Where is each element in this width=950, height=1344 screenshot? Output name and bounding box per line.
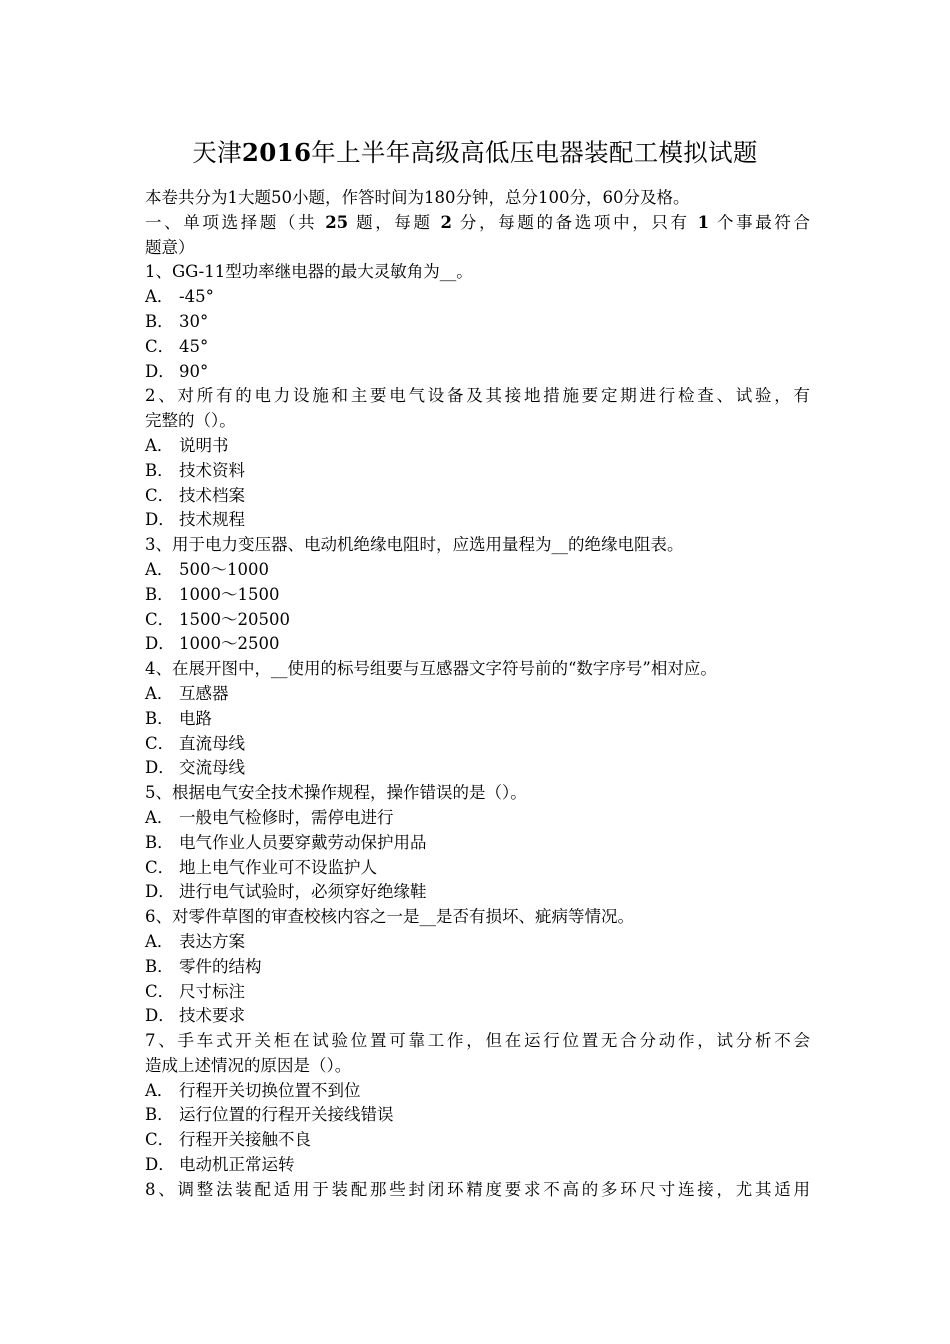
- question-6-option-c: [145, 980, 810, 1005]
- option-letter: D．: [145, 882, 175, 902]
- question-3-option-a: [145, 558, 810, 583]
- question-3-option-c: [145, 608, 810, 633]
- option-letter: D．: [145, 361, 175, 381]
- option-text: 交流母线: [179, 758, 245, 778]
- question-4-stem: 4、在展开图中，__使用的标号组要与互感器文字符号前的“数字序号”相对应。: [145, 659, 717, 679]
- section-heading-part: 分，每题的备选项中，只有: [459, 212, 690, 232]
- option-letter: C．: [145, 336, 175, 356]
- option-text: 表达方案: [179, 931, 245, 951]
- option-letter: B．: [145, 708, 174, 728]
- option-text: -45°: [179, 287, 214, 307]
- question-2-stem: 2、对所有的电力设施和主要电气设备及其接地措施要定期进行检查、试验，有: [145, 386, 810, 406]
- section-heading-part: 个事最符合: [716, 212, 811, 232]
- option-text: 说明书: [179, 435, 229, 455]
- option-letter: A．: [145, 807, 174, 827]
- question-5-option-b: [145, 831, 810, 856]
- question-3-option-b: [145, 583, 810, 608]
- option-text: 500～1000: [179, 559, 269, 579]
- option-text: 电动机正常运转: [179, 1155, 295, 1175]
- question-7-option-a: [145, 1079, 810, 1104]
- option-letter: A．: [145, 287, 174, 307]
- question-4-option-a: [145, 682, 810, 707]
- option-text: 一般电气检修时，需停电进行: [179, 807, 394, 827]
- option-text: 1000～2500: [179, 634, 280, 654]
- option-text: 地上电气作业可不设监护人: [179, 857, 377, 877]
- question-1-option-b: [145, 310, 810, 335]
- question-4-option-d: [145, 756, 810, 781]
- option-letter: B．: [145, 1105, 174, 1125]
- question-6-option-d: [145, 1004, 810, 1029]
- option-letter: C．: [145, 981, 175, 1001]
- question-1-option-c: [145, 335, 810, 360]
- option-letter: B．: [145, 832, 174, 852]
- question-5-option-a: [145, 806, 810, 831]
- option-text: 技术档案: [179, 485, 245, 505]
- option-letter: A．: [145, 435, 174, 455]
- question-2-option-d: [145, 508, 810, 533]
- option-text: 90°: [179, 361, 209, 381]
- title-year: 2016: [241, 138, 312, 167]
- option-letter: C．: [145, 609, 175, 629]
- question-2-option-c: [145, 484, 810, 509]
- question-1-option-a: [145, 285, 810, 310]
- option-letter: B．: [145, 956, 174, 976]
- option-text: 行程开关接触不良: [179, 1130, 311, 1150]
- question-5-option-c: [145, 856, 810, 881]
- question-7-stem: 7、手车式开关柜在试验位置可靠工作，但在运行位置无合分动作，试分析不会: [145, 1031, 810, 1051]
- option-text: 1500～20500: [179, 609, 290, 629]
- option-letter: D．: [145, 1006, 175, 1026]
- question-4-option-b: [145, 707, 810, 732]
- section-heading-part: 题，每题: [356, 212, 433, 232]
- question-7-option-c: [145, 1128, 810, 1153]
- option-letter: D．: [145, 1155, 175, 1175]
- question-7-option-d: [145, 1153, 810, 1178]
- answer-count: 1: [697, 212, 710, 232]
- option-text: 30°: [179, 311, 209, 331]
- option-text: 尺寸标注: [179, 981, 245, 1001]
- option-text: 技术要求: [179, 1006, 245, 1026]
- option-text: 运行位置的行程开关接线错误: [179, 1105, 394, 1125]
- option-letter: C．: [145, 857, 175, 877]
- section-heading-part: 一、单项选择题（共: [145, 212, 318, 232]
- question-7-option-b: [145, 1103, 810, 1128]
- question-count: 25: [325, 212, 349, 232]
- option-text: 技术资料: [179, 460, 245, 480]
- option-letter: A．: [145, 1080, 174, 1100]
- option-letter: B．: [145, 311, 174, 331]
- question-8-stem: 8、调整法装配适用于装配那些封闭环精度要求不高的多环尺寸连接，尤其适用: [145, 1179, 810, 1199]
- option-letter: A．: [145, 559, 174, 579]
- option-letter: C．: [145, 733, 175, 753]
- points-per-question: 2: [440, 212, 453, 232]
- question-5-stem: 5、根据电气安全技术操作规程，操作错误的是（）。: [145, 783, 527, 803]
- option-letter: A．: [145, 683, 174, 703]
- option-text: 技术规程: [179, 510, 245, 530]
- question-4-option-c: [145, 732, 810, 757]
- question-3-stem: 3、用于电力变压器、电动机绝缘电阻时，应选用量程为__的绝缘电阻表。: [145, 535, 684, 555]
- document-body: [145, 186, 810, 1203]
- question-3-option-d: [145, 632, 810, 657]
- question-2-option-b: [145, 459, 810, 484]
- question-2-stem-cont: 完整的（）。: [145, 411, 236, 431]
- option-letter: A．: [145, 931, 174, 951]
- option-text: 1000～1500: [179, 584, 280, 604]
- option-text: 行程开关切换位置不到位: [179, 1080, 361, 1100]
- question-6-option-b: [145, 955, 810, 980]
- option-letter: C．: [145, 485, 175, 505]
- option-letter: C．: [145, 1130, 175, 1150]
- question-1-option-d: [145, 360, 810, 385]
- page-title: [0, 136, 950, 170]
- option-text: 互感器: [179, 683, 229, 703]
- option-text: 电路: [179, 708, 212, 728]
- intro-text: 本卷共分为1大题50小题，作答时间为180分钟，总分100分，60分及格。: [145, 188, 690, 207]
- question-6-stem: 6、对零件草图的审查校核内容之一是__是否有损坏、疵病等情况。: [145, 907, 634, 927]
- option-text: 进行电气试验时，必须穿好绝缘鞋: [179, 882, 427, 902]
- section-heading-cont: 题意）: [145, 237, 195, 257]
- option-letter: D．: [145, 758, 175, 778]
- option-letter: B．: [145, 584, 174, 604]
- title-prefix: 天津: [192, 138, 242, 167]
- question-5-option-d: [145, 880, 810, 905]
- option-text: 直流母线: [179, 733, 245, 753]
- title-suffix: 年上半年高级高低压电器装配工模拟试题: [311, 138, 758, 167]
- option-letter: D．: [145, 510, 175, 530]
- option-text: 45°: [179, 336, 209, 356]
- option-text: 电气作业人员要穿戴劳动保护用品: [179, 832, 427, 852]
- question-6-option-a: [145, 930, 810, 955]
- option-text: 零件的结构: [179, 956, 262, 976]
- question-2-option-a: [145, 434, 810, 459]
- section-heading: [145, 211, 810, 236]
- option-letter: D．: [145, 634, 175, 654]
- question-7-stem-cont: 造成上述情况的原因是（）。: [145, 1055, 352, 1075]
- question-1-stem: 1、GG-11型功率继电器的最大灵敏角为__。: [145, 262, 473, 282]
- option-letter: B．: [145, 460, 174, 480]
